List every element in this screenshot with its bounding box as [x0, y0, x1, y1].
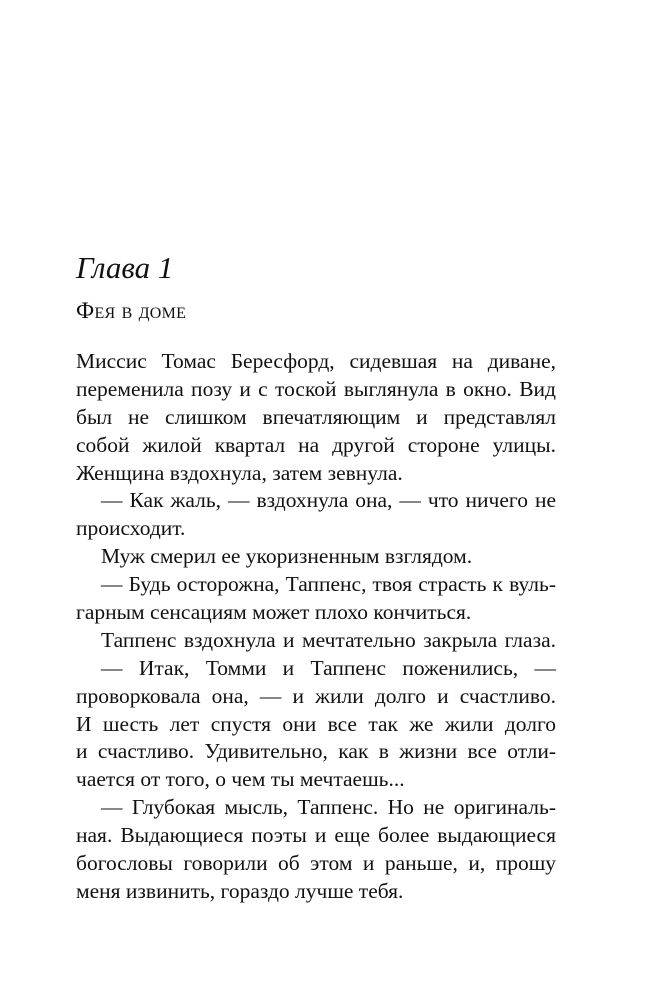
text-line: — Глубокая мысль, Таппенс. Но не оригиналь- [101, 795, 556, 820]
text-line: меня извинить, гораздо лучше тебя. [76, 878, 404, 903]
text-line: переменила позу и с тоской выглянула в окно. Вид [76, 376, 556, 401]
text-line: Миссис Томас Бересфорд, сидевшая на диване, [76, 349, 556, 373]
text-line: — Как жаль, — вздохнула она, — что ничего не [101, 488, 556, 513]
text-line: ная. Выдающиеся поэты и еще более выдающиеся [76, 823, 556, 848]
text-line: — Итак, Томми и Таппенс поженились, — [101, 655, 556, 680]
text-line: Таппенс вздохнула и мечтательно закрыла глаза. [101, 627, 556, 652]
body-text [76, 348, 556, 906]
text-line: гарным сенсациям может плохо кончиться. [76, 600, 472, 625]
chapter-subtitle: Фея в доме [76, 298, 187, 323]
text-line: — Будь осторожна, Таппенс, твоя страсть к вуль- [101, 572, 556, 597]
chapter-title: Глава 1 [76, 250, 174, 285]
text-line: чается от того, о чем ты мечтаешь... [76, 767, 405, 792]
text-line: был не слишком впечатляющим и представлял [76, 404, 556, 429]
text-line: собой жилой квартал на другой стороне улицы. [76, 432, 556, 457]
text-line: и счастливо. Удивительно, как в жизни все отли- [76, 739, 556, 764]
text-line: происходит. [76, 516, 186, 541]
text-line: проворковала она, — и жили долго и счастливо. [76, 683, 556, 708]
text-line: Муж смерил ее укоризненным взглядом. [101, 544, 473, 569]
text-line: И шесть лет спустя они все так же жили долго [76, 711, 556, 736]
text-line: богословы говорили об этом и раньше, и, прошу [76, 851, 556, 876]
text-line: Женщина вздохнула, затем зевнула. [76, 460, 403, 485]
